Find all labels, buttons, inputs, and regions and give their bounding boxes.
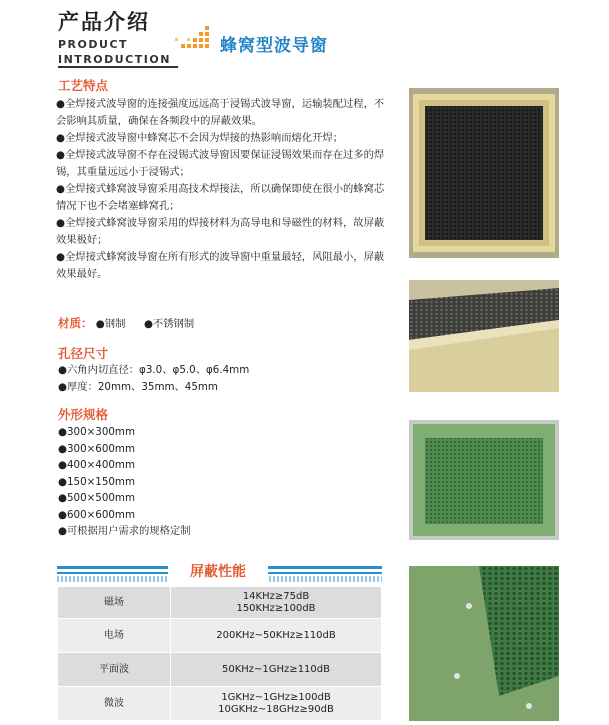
row-name: 平面波 [58, 653, 171, 687]
spec-item: ●600×600mm [58, 508, 135, 521]
honeycomb-window-photo-3 [409, 420, 559, 540]
table-row [58, 619, 382, 653]
honeycomb-window-photo-2 [409, 280, 559, 392]
row-name: 磁场 [58, 587, 171, 619]
page-title-en-line2: INTRODUCTION [58, 53, 171, 66]
row-value: 50KHz~1GHz≥110dB [171, 653, 382, 687]
feature-item: ●全焊接式蜂窝波导窗在所有形式的波导窗中重量最轻，风阻最小，屏蔽效果最好。 [56, 251, 385, 280]
spec-item: ●300×600mm [58, 442, 135, 455]
spec-item: ●150×150mm [58, 475, 135, 488]
honeycomb-window-photo-4 [409, 566, 559, 721]
row-value-line: 150KHz≥100dB [236, 602, 316, 614]
spec-item: ●300×300mm [58, 426, 135, 438]
aperture-item: ●厚度：20mm、35mm、45mm [58, 380, 218, 393]
page-title: 产品介绍 [58, 10, 150, 34]
material-line [58, 315, 194, 331]
dot-pattern-icon [175, 24, 215, 52]
row-name: 微波 [58, 687, 171, 721]
header-rule [58, 66, 178, 68]
row-name: 电场 [58, 619, 171, 653]
specs-heading: 外形规格 [58, 407, 109, 422]
feature-item: ●全焊接式波导窗不存在浸锡式波导窗因要保证浸锡效果而存在过多的焊锡，其重量远远小于浸锡式； [56, 149, 385, 178]
material-label: 材质： [58, 316, 93, 330]
spec-item: ●400×400mm [58, 459, 135, 471]
material-stainless: ●不锈钢制 [143, 318, 195, 330]
product-name: 蜂窝型波导窗 [220, 36, 328, 56]
features-heading: 工艺特点 [58, 78, 109, 93]
row-value-line: 14KHz≥75dB [242, 590, 310, 602]
material-steel: ●钢制 [95, 318, 126, 330]
feature-item: ●全焊接式蜂窝波导窗采用高技术焊接法，所以确保即使在很小的蜂窝芯情况下也不会堵塞蜂窝孔； [56, 183, 385, 212]
feature-item: ●全焊接式波导窗的连接强度远远高于浸锡式波导窗，运输装配过程，不会影响其质量，确保在各频段中的屏蔽效果。 [56, 98, 385, 127]
page-title-en-line1: PRODUCT [58, 38, 129, 51]
shielding-table [57, 586, 382, 721]
specs-list [58, 424, 191, 540]
spec-item: ●500×500mm [58, 492, 135, 504]
table-row [58, 653, 382, 687]
feature-item: ●全焊接式蜂窝波导窗采用的焊接材料为高导电和导磁性的材料，故屏蔽效果极好； [56, 217, 385, 246]
shielding-heading: 屏蔽性能 [168, 560, 268, 584]
aperture-item: ●六角内切直径：φ3.0、φ5.0、φ6.4mm [58, 364, 250, 376]
table-row [58, 587, 382, 619]
table-row [58, 687, 382, 721]
aperture-list [58, 362, 249, 395]
aperture-heading: 孔径尺寸 [58, 346, 109, 361]
features-list [56, 96, 392, 283]
feature-item: ●全焊接式波导窗中蜂窝芯不会因为焊接的热影响而熔化开焊； [56, 132, 343, 144]
spec-item: ●可根据用户需求的规格定制 [58, 525, 191, 537]
row-value [171, 687, 382, 721]
row-value-line: 1GKHz~1GHz≥100dB [221, 691, 331, 703]
row-value [171, 587, 382, 619]
honeycomb-window-photo-1 [409, 88, 559, 258]
row-value: 200KHz~50KHz≥110dB [171, 619, 382, 653]
row-value-line: 10GKHz~18GHz≥90dB [218, 703, 334, 715]
